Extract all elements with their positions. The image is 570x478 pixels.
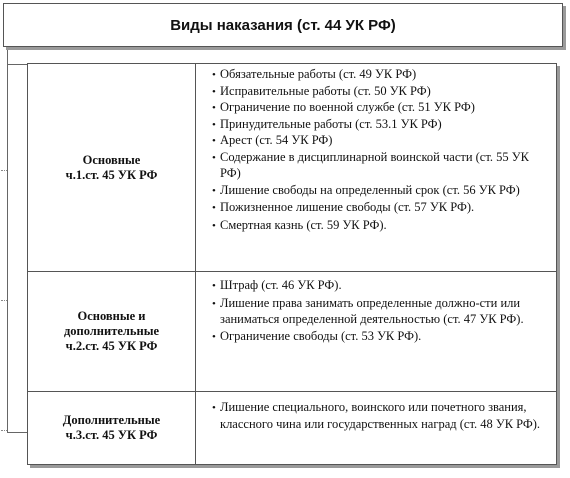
list-item: • Пожизненное лишение свободы (ст. 57 УК РФ). (206, 200, 550, 217)
list-item: • Содержание в дисциплинарной воинской части (ст. 55 УК РФ) (206, 150, 550, 182)
connector-branch-bottom (7, 432, 27, 433)
row-main-and-additional-items-cell (196, 272, 556, 391)
row-main-and-additional-label: Основные и дополнительные ч.2.ст. 45 УК РФ (63, 309, 160, 353)
list-item: • Лишение права занимать определенные должно-сти или заниматься определенной деятельностью (ст. 47 УК РФ). (206, 296, 550, 328)
list-item: • Ограничение по военной службе (ст. 51 УК РФ) (206, 100, 550, 117)
connector-line (7, 50, 8, 433)
connector-stub-3 (1, 430, 7, 432)
connector-branch-top (7, 64, 27, 65)
row-main-and-additional (28, 271, 556, 391)
row-main-label: Основные ч.1.ст. 45 УК РФ (65, 152, 158, 182)
row-additional-items-cell (196, 392, 556, 464)
row-main-items-cell (196, 64, 556, 271)
list-item: • Исправительные работы (ст. 50 УК РФ) (206, 84, 550, 101)
list-item: • Штраф (ст. 46 УК РФ). (206, 278, 550, 295)
connector-stub-2 (1, 300, 7, 302)
connector-stub-1 (1, 170, 7, 172)
list-item: • Принудительные работы (ст. 53.1 УК РФ) (206, 117, 550, 134)
row-main (28, 64, 556, 271)
list-item: • Арест (ст. 54 УК РФ) (206, 133, 550, 150)
row-additional-list (206, 400, 550, 432)
list-item: • Обязательные работы (ст. 49 УК РФ) (206, 67, 550, 84)
row-main-label-cell (28, 64, 196, 271)
row-additional-label: Дополнительные ч.3.ст. 45 УК РФ (62, 413, 161, 442)
row-main-and-additional-label-cell (28, 272, 196, 391)
row-additional-label-cell (28, 392, 196, 464)
punishment-types-table (27, 63, 557, 465)
diagram-title: Виды наказания (ст. 44 УК РФ) (170, 16, 396, 34)
row-main-list (206, 67, 550, 234)
row-additional (28, 391, 556, 464)
row-main-and-additional-list (206, 278, 550, 345)
list-item: • Лишение специального, воинского или почетного звания, классного чина или государственных наград (ст. 48 УК РФ). (206, 400, 550, 432)
diagram-title-box (3, 3, 563, 47)
list-item: • Лишение свободы на определенный срок (ст. 56 УК РФ) (206, 183, 550, 200)
list-item: • Смертная казнь (ст. 59 УК РФ). (206, 218, 550, 235)
list-item: • Ограничение свободы (ст. 53 УК РФ). (206, 329, 550, 346)
